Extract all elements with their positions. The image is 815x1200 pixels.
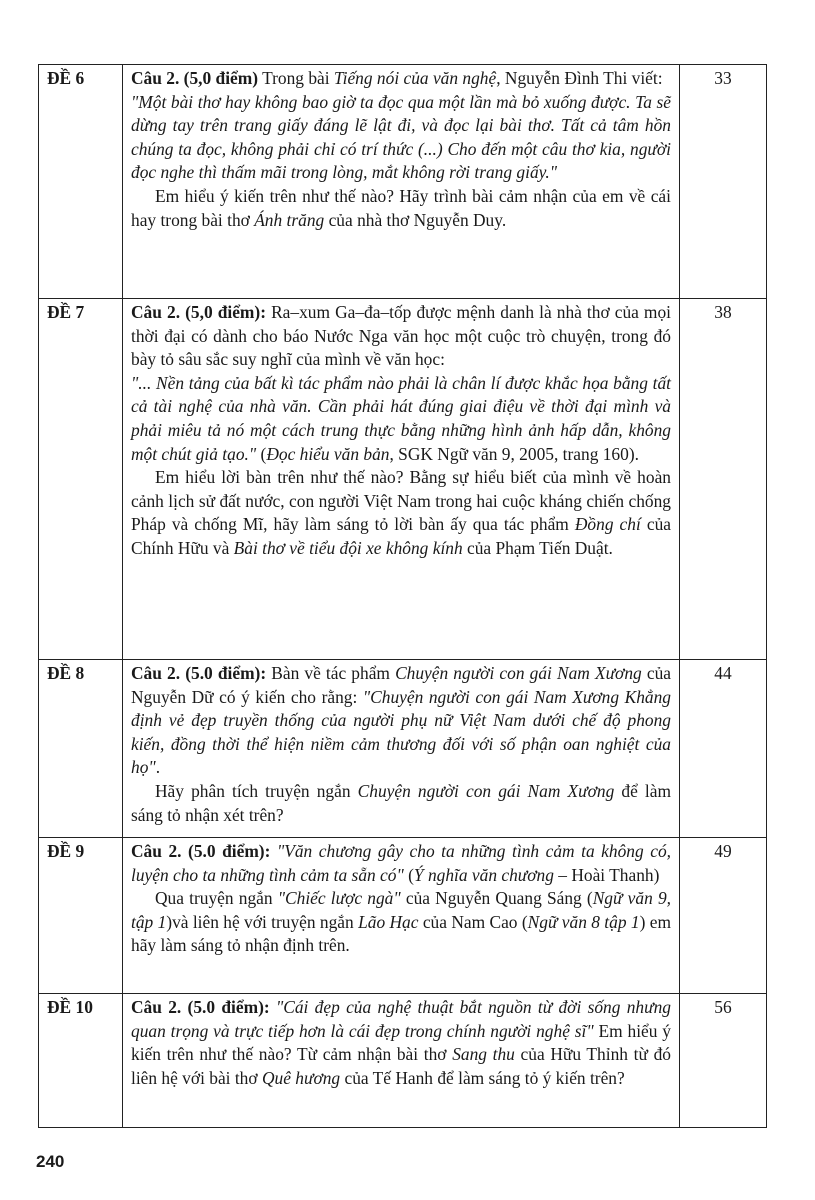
exam-label: ĐỀ 6 [39,65,123,299]
table-row [39,65,767,299]
page-ref: 49 [680,838,767,994]
exam-label: ĐỀ 9 [39,838,123,994]
page-ref: 44 [680,660,767,838]
table-row [39,838,767,994]
page-ref: 56 [680,994,767,1128]
table-row [39,994,767,1128]
exam-table [38,64,767,1128]
question-heading: Câu 2. (5.0 điểm): [131,663,267,683]
question-text: Câu 2. (5.0 điểm): "Văn chương gây cho ta những tình cảm ta không có, luyện cho ta những tình cảm ta sẵn có" (Ý nghĩa văn chương – Hoài Thanh) Qua truyện ngắn "Chiếc lược ngà" của Nguyễn Quang Sáng (Ngữ văn 9, tập 1)và liên hệ với truyện ngắn Lão Hạc của Nam Cao (Ngữ văn 8 tập 1) em hãy làm sáng tỏ nhận định trên. [123,838,680,994]
question-text: Câu 2. (5,0 điểm): Ra–xum Ga–đa–tốp được mệnh danh là nhà thơ của mọi thời đại có dành cho báo Nước Nga văn học một cuộc trò chuyện, trong đó bày tỏ sâu sắc suy nghĩ của mình về văn học: "... Nền tảng của bất kì tác phẩm nào phải là chân lí được khắc họa bằng tất cả tài nghệ của nhà văn. Cần phải hát đúng giai điệu về thời đại mình và phải miêu tả nó một cách trung thực bằng những hình ảnh hấp dẫn, không một chút giả tạo." (Đọc hiểu văn bản, SGK Ngữ văn 9, 2005, trang 160). Em hiểu lời bàn trên như thế nào? Bằng sự hiểu biết của mình về hoàn cảnh lịch sử đất nước, con người Việt Nam trong hai cuộc kháng chiến chống Pháp và chống Mĩ, hãy làm sáng tỏ lời bàn ấy qua tác phẩm Đồng chí của Chính Hữu và Bài thơ về tiểu đội xe không kính của Phạm Tiến Duật. [123,299,680,660]
page-ref: 33 [680,65,767,299]
question-text: Câu 2. (5.0 điểm): "Cái đẹp của nghệ thuật bắt nguồn từ đời sống nhưng quan trọng và trực tiếp hơn là cái đẹp trong chính người nghệ sĩ" Em hiểu ý kiến trên như thế nào? Từ cảm nhận bài thơ Sang thu của Hữu Thỉnh từ đó liên hệ với bài thơ Quê hương của Tế Hanh để làm sáng tỏ ý kiến trên? [123,994,680,1128]
exam-label: ĐỀ 7 [39,299,123,660]
exam-label: ĐỀ 10 [39,994,123,1128]
question-heading: Câu 2. (5,0 điểm): [131,302,266,322]
question-heading: Câu 2. (5.0 điểm): [131,997,270,1017]
question-heading: Câu 2. (5.0 điểm): [131,841,271,861]
question-heading: Câu 2. (5,0 điểm) [131,68,259,88]
quotation: "Một bài thơ hay không bao giờ ta đọc qua một lần mà bỏ xuống được. Ta sẽ dừng tay trên trang giấy đáng lẽ lật đi, và đọc lại bài thơ. Tất cả tâm hồn chúng ta đọc, không phải chỉ có trí thức (...) Cho đến một câu thơ kia, người đọc nghe thì thấm mãi trong lòng, mắt không rời trang giấy." [131,91,671,183]
question-text: Câu 2. (5,0 điểm) Trong bài Tiếng nói của văn nghệ, Nguyễn Đình Thi viết: "Một bài thơ hay không bao giờ ta đọc qua một lần mà bỏ xuống được. Ta sẽ dừng tay trên trang giấy đáng lẽ lật đi, và đọc lại bài thơ. Tất cả tâm hồn chúng ta đọc, không phải chỉ có trí thức (...) Cho đến một câu thơ kia, người đọc nghe thì thấm mãi trong lòng, mắt không rời trang giấy." Em hiểu ý kiến trên như thế nào? Hãy trình bài cảm nhận của em về cái hay trong bài thơ Ánh trăng của nhà thơ Nguyễn Duy. [123,65,680,299]
table-row [39,660,767,838]
quotation: "... Nền tảng của bất kì tác phẩm nào phải là chân lí được khắc họa bằng tất cả tài nghệ của nhà văn. Cần phải hát đúng giai điệu về thời đại mình và phải miêu tả nó một cách trung thực bằng những hình ảnh hấp dẫn, không một chút giả tạo." [131,372,671,464]
question-text: Câu 2. (5.0 điểm): Bàn về tác phẩm Chuyện người con gái Nam Xương của Nguyễn Dữ có ý kiến cho rằng: "Chuyện người con gái Nam Xương Khẳng định vẻ đẹp truyền thống của người phụ nữ Việt Nam dưới chế độ phong kiến, đồng thời thể hiện niềm cảm thương đối với số phận oan nghiệt của họ". Hãy phân tích truyện ngắn Chuyện người con gái Nam Xương để làm sáng tỏ nhận xét trên? [123,660,680,838]
page-ref: 38 [680,299,767,660]
exam-label: ĐỀ 8 [39,660,123,838]
table-row [39,299,767,660]
page-number: 240 [36,1152,65,1171]
